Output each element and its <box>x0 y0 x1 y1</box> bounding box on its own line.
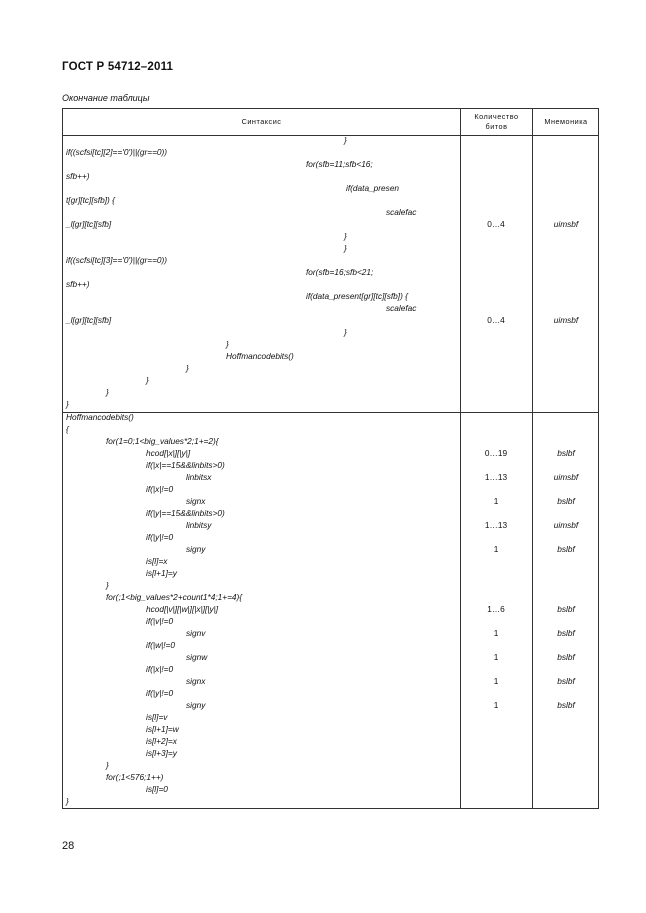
syntax-line: linbitsx <box>186 472 212 482</box>
syntax-line: if(|y|!=0 <box>146 688 174 698</box>
syntax-line: { <box>66 424 69 434</box>
mnemonic-cell: bslbf <box>557 652 575 662</box>
syntax-line: signx <box>186 496 206 506</box>
syntax-line: _l[gr][tc][sfb] <box>66 315 112 325</box>
mnemonic-cell: bslbf <box>557 700 575 710</box>
bits-cell: 1 <box>493 544 499 554</box>
syntax-line: for(1=0;1<big_values*2;1+=2){ <box>106 436 219 446</box>
mnemonic-cell: bslbf <box>557 544 575 554</box>
mnemonic-cell: uimsbf <box>553 315 579 325</box>
bits-cell: 1 <box>493 496 499 506</box>
syntax-line: } <box>66 399 69 409</box>
syntax-line: } <box>344 327 347 337</box>
bits-cell: 0…4 <box>487 315 505 325</box>
mnemonic-cell: uimsbf <box>553 472 579 482</box>
syntax-line: } <box>344 135 347 145</box>
syntax-line: for(;1<big_values*2+count1*4;1+=4){ <box>106 592 243 602</box>
syntax-line: if(|y|!=0 <box>146 532 174 542</box>
syntax-line: } <box>66 796 69 806</box>
syntax-table <box>62 108 599 809</box>
bits-cell: 1…13 <box>484 472 508 482</box>
bits-cell: 0…19 <box>484 448 508 458</box>
bits-cell: 1 <box>493 628 499 638</box>
syntax-line: is[l]=v <box>146 712 168 722</box>
syntax-line: _l[gr][tc][sfb] <box>66 219 112 229</box>
header-divider <box>63 135 598 136</box>
syntax-line: if(|x|!=0 <box>146 484 174 494</box>
mnemonic-cell: uimsbf <box>553 520 579 530</box>
bits-cell: 0…4 <box>487 219 505 229</box>
syntax-line: signx <box>186 676 206 686</box>
syntax-line: if(|x|!=0 <box>146 664 174 674</box>
bits-cell: 1 <box>493 700 499 710</box>
syntax-line: is[l+1]=y <box>146 568 177 578</box>
syntax-line: } <box>186 363 189 373</box>
syntax-line: } <box>344 231 347 241</box>
syntax-line: signy <box>186 700 206 710</box>
syntax-line: hcod[|x|][|y|] <box>146 448 191 458</box>
syntax-line: is[l+3]=y <box>146 748 177 758</box>
mnemonic-cell: bslbf <box>557 448 575 458</box>
syntax-line: if(|w|!=0 <box>146 640 175 650</box>
page-number: 28 <box>62 840 75 852</box>
syntax-line: is[l+2]=x <box>146 736 177 746</box>
bits-cell: 1 <box>493 676 499 686</box>
syntax-line: scalefac <box>386 303 417 313</box>
syntax-line: for(sfb=11;sfb<16; <box>306 159 373 169</box>
syntax-line: } <box>106 387 109 397</box>
syntax-line: is[l+1]=w <box>146 724 179 734</box>
syntax-line: signw <box>186 652 208 662</box>
syntax-line: linbitsy <box>186 520 212 530</box>
syntax-line: is[l]=0 <box>146 784 168 794</box>
syntax-line: if((scfsi[tc][3]=='0')||(gr==0)) <box>66 255 168 265</box>
bits-cell: 1…6 <box>487 604 505 614</box>
syntax-line: } <box>106 760 109 770</box>
syntax-line: } <box>344 243 347 253</box>
mnemonic-cell: bslbf <box>557 628 575 638</box>
table-caption: Окончание таблицы <box>62 93 150 103</box>
mnemonic-cell: bslbf <box>557 676 575 686</box>
mnemonic-cell: bslbf <box>557 604 575 614</box>
bits-cell: 1…13 <box>484 520 508 530</box>
syntax-line: Hoffmancodebits() <box>226 351 294 361</box>
syntax-line: hcod[|v|][|w|][|x|][|y|] <box>146 604 219 614</box>
syntax-line: if(|y|==15&&linbits>0) <box>146 508 225 518</box>
syntax-line: signy <box>186 544 206 554</box>
syntax-line: t[gr][tc][sfb]) { <box>66 195 115 205</box>
column-header-mnemonic: Мнемоника <box>544 117 588 126</box>
syntax-line: } <box>106 580 109 590</box>
document-title: ГОСТ Р 54712–2011 <box>62 61 174 73</box>
syntax-line: signv <box>186 628 206 638</box>
column-header-bits: Количество битов <box>474 112 519 131</box>
syntax-line: if((scfsi[tc][2]=='0')||(gr==0)) <box>66 147 168 157</box>
syntax-line: if(data_presen <box>346 183 400 193</box>
syntax-line: scalefac <box>386 207 417 217</box>
syntax-line: for(;1<576;1++) <box>106 772 164 782</box>
mnemonic-cell: bslbf <box>557 496 575 506</box>
syntax-line: if(|x|==15&&linbits>0) <box>146 460 225 470</box>
syntax-line: } <box>226 339 229 349</box>
bits-cell: 1 <box>493 652 499 662</box>
syntax-line: if(|v|!=0 <box>146 616 174 626</box>
syntax-line: is[l]=x <box>146 556 168 566</box>
syntax-line: sfb++) <box>66 171 90 181</box>
syntax-line: for(sfb=16;sfb<21; <box>306 267 374 277</box>
syntax-line: if(data_present[gr][tc][sfb]) { <box>306 291 408 301</box>
section-divider <box>63 412 598 413</box>
mnemonic-cell: uimsbf <box>553 219 579 229</box>
syntax-line: } <box>146 375 149 385</box>
column-header-syntax: Синтаксис <box>241 117 282 126</box>
syntax-line: sfb++) <box>66 279 90 289</box>
syntax-line: Hoffmancodebits() <box>66 412 134 422</box>
